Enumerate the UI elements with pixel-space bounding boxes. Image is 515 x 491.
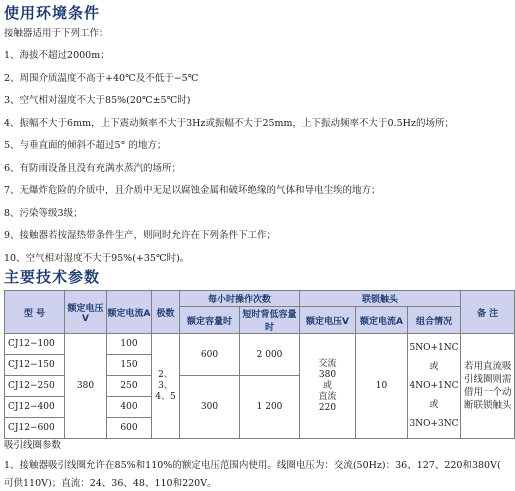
header-aux-contact: 联锁触头: [300, 291, 461, 307]
current-cell: 600: [107, 418, 152, 439]
header-rated-current: 额定电流A: [107, 291, 152, 334]
env-item-7: 7、无爆炸危险的介质中，且介质中无足以腐蚀金属和破坏绝缘的气体和导电尘埃的地方；: [4, 185, 381, 196]
model-cell: CJ12−150: [5, 355, 65, 376]
coil-title: 吸引线圈参数: [4, 440, 62, 451]
env-item-4: 4、振幅不大于6mm，上下震动频率不大于3Hz或振幅不大于25mm，上下振动频率不大于0.5Hz的场所；: [4, 118, 454, 129]
rated-voltage-cell: 380: [65, 334, 107, 439]
env-item-2: 2、周围介质温度不高于+40℃及不低于−5℃: [4, 73, 199, 84]
env-item-10: 10、空气相对湿度不大于95%(+35℃时)。: [4, 253, 190, 264]
spec-title: 主要技术参数: [4, 268, 101, 286]
header-model: 型 号: [5, 291, 65, 334]
env-item-3: 3、空气相对湿度不大于85%(20℃±5℃时): [4, 95, 191, 106]
model-cell: CJ12−400: [5, 397, 65, 418]
current-cell: 250: [107, 376, 152, 397]
env-item-8: 8、污染等级3级；: [4, 208, 83, 219]
header-poles: 极数: [152, 291, 180, 334]
coil-line-1: 1、接触器吸引线圈允许在85%和110%的额定电压范围内使用。线圈电压为：交流(50Hz)：36、127、220和380V(: [4, 460, 501, 471]
short-capacity-top: 2 000: [240, 334, 300, 376]
current-cell: 400: [107, 397, 152, 418]
current-cell: 100: [107, 334, 152, 355]
poles-cell: 2、3、 4、5: [152, 334, 180, 439]
env-item-6: 6、有防雨设备且没有充满水蒸汽的场所；: [4, 163, 182, 174]
short-capacity-bottom: 1 200: [240, 376, 300, 439]
coil-line-2: 可供110V)；直流：24、36、48、110和220V。: [4, 478, 217, 489]
env-title: 使用环境条件: [4, 4, 101, 22]
model-cell: CJ12−100: [5, 334, 65, 355]
table-row: [5, 334, 515, 355]
header-short-capacity: 短时背低容量时: [240, 307, 300, 334]
env-intro: 接触器适用于下列工作：: [4, 28, 109, 39]
env-item-5: 5、与垂直面的倾斜不超过5° 的地方；: [4, 140, 167, 151]
header-note: 备 注: [461, 291, 515, 334]
header-combo: 组合情况: [408, 307, 461, 334]
model-cell: CJ12−600: [5, 418, 65, 439]
combo-cell: 5NO+1NC 或4NO+1NC 或3NO+3NC: [408, 334, 461, 439]
header-rated-capacity: 额定容量时: [180, 307, 240, 334]
header-rated-voltage: 额定电压V: [65, 291, 107, 334]
rated-capacity-bottom: 300: [180, 376, 240, 439]
header-ops-per-hour: 每小时操作次数: [180, 291, 300, 307]
env-item-9: 9、接触器若按湿热带条件生产，则同时允许在下列条件下工作；: [4, 230, 277, 241]
rated-capacity-top: 600: [180, 334, 240, 376]
current-cell: 150: [107, 355, 152, 376]
aux-current-cell: 10: [356, 334, 408, 439]
spec-table: [4, 290, 515, 439]
env-item-1: 1、海拔不超过2000m；: [4, 50, 110, 61]
header-aux-current: 额定电流A: [356, 307, 408, 334]
note-cell: 若用直流吸引线圈则需借用一个动断联锁触头: [461, 334, 515, 439]
header-aux-voltage: 额定电压V: [300, 307, 356, 334]
model-cell: CJ12−250: [5, 376, 65, 397]
aux-voltage-cell: 交流 380 或 直流 220: [300, 334, 356, 439]
